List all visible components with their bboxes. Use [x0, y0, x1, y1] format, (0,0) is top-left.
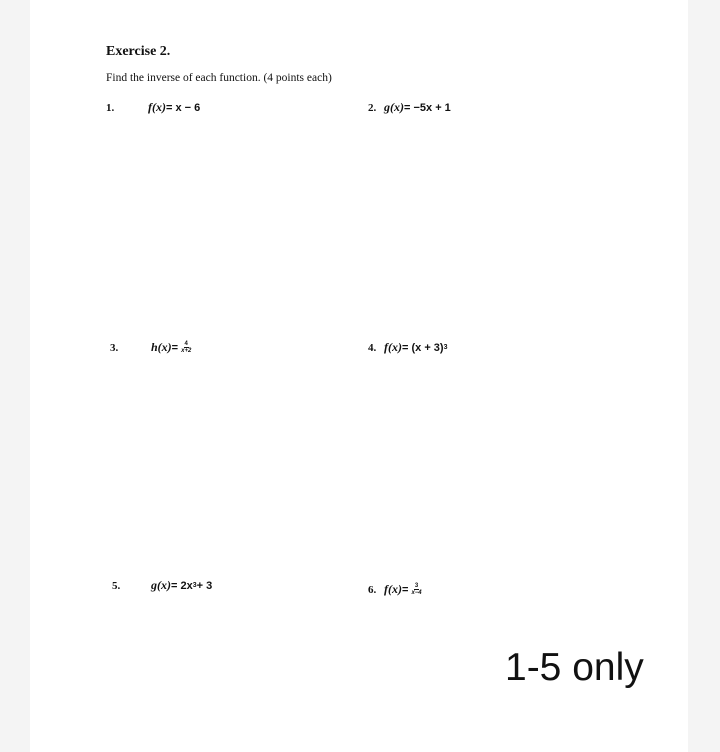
function-name: h(x)	[151, 340, 172, 354]
function-name: f(x)	[384, 582, 402, 596]
fraction	[181, 341, 191, 355]
problem-6	[368, 582, 422, 597]
problem-2	[368, 100, 451, 115]
problem-3	[110, 340, 191, 355]
function-name: g(x)	[384, 100, 404, 114]
problem-expression	[148, 100, 200, 115]
problem-5	[112, 578, 212, 593]
exponent: 3	[443, 344, 448, 351]
function-rhs: = x − 6	[166, 101, 201, 114]
exercise-title: Exercise 2.	[106, 44, 171, 59]
function-name: g(x)	[151, 578, 171, 592]
fraction-denominator: x+2	[181, 347, 192, 354]
fraction-denominator: x−4	[411, 589, 422, 596]
function-rhs: = −5x + 1	[404, 101, 451, 114]
instructions-text: Find the inverse of each function. (4 points each)	[106, 72, 332, 84]
problem-4	[368, 340, 447, 355]
function-rhs: =	[402, 583, 409, 596]
handwritten-note: 1-5 only	[505, 646, 644, 689]
problem-number: 1.	[106, 101, 115, 114]
function-rhs: = (x + 3)	[402, 341, 444, 354]
fraction	[411, 583, 421, 597]
problem-expression	[151, 578, 212, 593]
function-rhs: = 2x	[171, 579, 193, 592]
problem-expression	[384, 100, 451, 115]
function-name: f(x)	[384, 340, 402, 354]
function-name: f(x)	[148, 100, 166, 114]
problem-1	[106, 100, 200, 115]
problem-expression	[384, 582, 422, 597]
problem-number: 5.	[112, 579, 121, 592]
problem-expression	[384, 340, 447, 355]
function-tail: + 3	[196, 579, 213, 592]
problem-number: 2.	[368, 101, 377, 114]
exponent: 3	[192, 582, 197, 589]
problem-number: 4.	[368, 341, 377, 354]
function-rhs: =	[171, 341, 179, 354]
problem-expression	[151, 340, 191, 355]
problem-number: 3.	[110, 341, 119, 354]
fraction-numerator: 4	[184, 340, 188, 347]
worksheet-page	[30, 0, 688, 752]
problem-number: 6.	[368, 583, 377, 596]
fraction-numerator: 3	[414, 582, 419, 589]
